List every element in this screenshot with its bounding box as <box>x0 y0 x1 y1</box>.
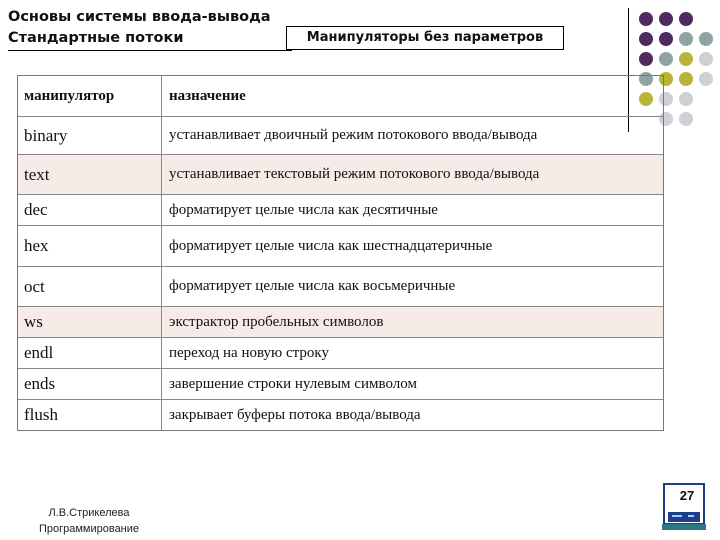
decor-dot <box>699 72 713 86</box>
decor-dot <box>639 12 653 26</box>
manipulator-cell: endl <box>18 338 162 368</box>
slide-title: Основы системы ввода-вывода <box>8 9 271 25</box>
manipulator-cell: flush <box>18 400 162 430</box>
manipulator-cell: binary <box>18 117 162 154</box>
description-cell: закрывает буферы потока ввода/вывода <box>169 406 421 423</box>
table-row <box>18 225 663 266</box>
description-cell: форматирует целые числа как десятичные <box>169 201 438 218</box>
description-cell: устанавливает текстовый режим потокового ввода/вывода <box>169 166 540 182</box>
footer <box>24 505 154 537</box>
table-row <box>18 116 663 154</box>
decor-dot <box>679 12 693 26</box>
table-row <box>18 306 663 337</box>
manipulator-cell: hex <box>18 226 162 266</box>
decor-dot <box>699 52 713 66</box>
description-cell: форматирует целые числа как восьмеричные <box>169 278 456 294</box>
description-cell: переход на новую строку <box>169 344 329 361</box>
description-cell: завершение строки нулевым символом <box>169 375 417 392</box>
manipulator-cell: dec <box>18 195 162 225</box>
decor-dot <box>659 12 673 26</box>
decor-dot <box>639 52 653 66</box>
table-row <box>18 399 663 430</box>
footer-author: Л.В.Стрикелева <box>48 507 130 519</box>
manipulator-cell: oct <box>18 267 162 306</box>
page-number: 27 <box>679 488 695 503</box>
table-row <box>18 337 663 368</box>
description-cell: форматирует целые числа как шестнадцатеричные <box>169 237 493 254</box>
decor-dot <box>679 112 693 126</box>
decor-dot <box>679 92 693 106</box>
decor-dot <box>659 52 673 66</box>
table-row <box>18 154 663 194</box>
manipulators-table <box>17 75 664 431</box>
table-header-row <box>18 76 663 116</box>
title-underline <box>8 50 292 51</box>
manipulator-cell: text <box>18 155 162 194</box>
column-header-manipulator: манипулятор <box>18 76 162 116</box>
description-cell: экстрактор пробельных символов <box>169 313 384 330</box>
decor-dot <box>679 32 693 46</box>
footer-course: Программирование <box>38 523 140 535</box>
table-row <box>18 368 663 399</box>
manipulator-cell: ws <box>18 307 162 337</box>
decor-dot <box>659 32 673 46</box>
table-row <box>18 266 663 306</box>
description-cell: устанавливает двоичный режим потокового ввода/вывода <box>169 127 538 143</box>
section-heading-box: Манипуляторы без параметров <box>286 26 564 50</box>
decor-dot <box>679 52 693 66</box>
table-row <box>18 194 663 225</box>
decor-dot <box>639 32 653 46</box>
column-header-description: назначение <box>169 87 246 104</box>
decor-dot <box>699 32 713 46</box>
decor-dot <box>679 72 693 86</box>
manipulator-cell: ends <box>18 369 162 399</box>
slide-subtitle-topic: Стандартные потоки <box>8 30 184 46</box>
page-number-badge <box>662 482 708 532</box>
